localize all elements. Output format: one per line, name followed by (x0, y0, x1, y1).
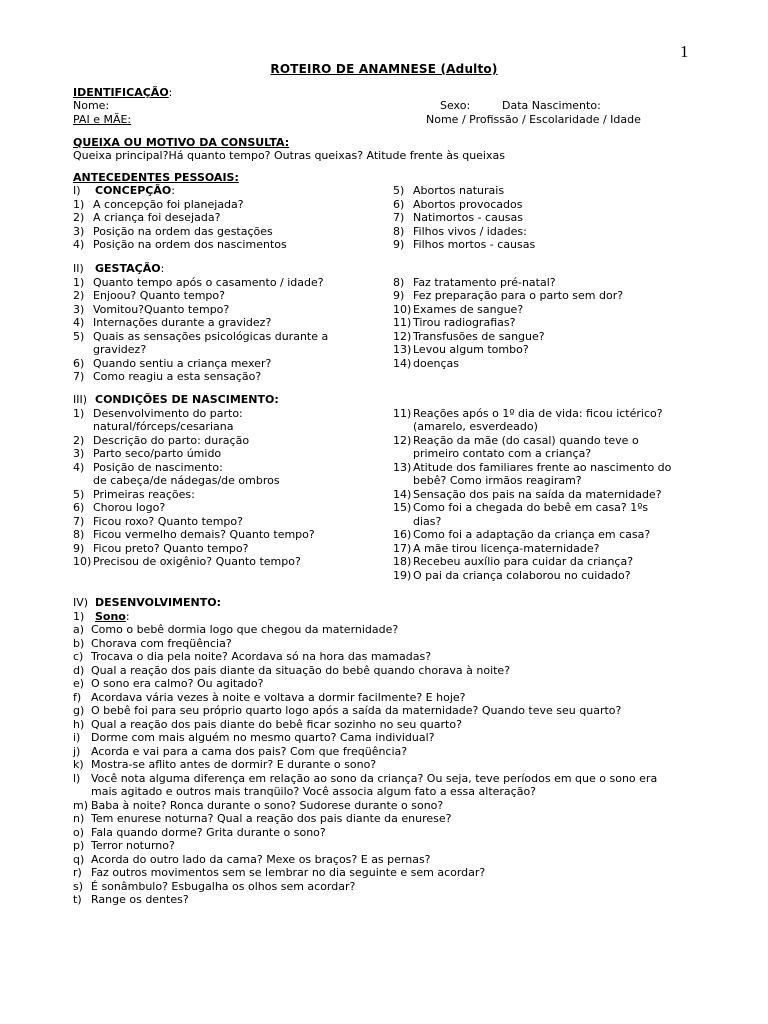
sono-item: s) É sonâmbulo? Esbugalha os olhos sem acordar? (73, 879, 356, 893)
sono-item: a) Como o bebê dormia logo que chegou da maternidade? (73, 623, 399, 636)
section-heading: II) GESTAÇÃO: (73, 262, 165, 275)
concepcao-item: 1) A concepção foi planejada? (73, 197, 244, 211)
sono-item: o) Fala quando dorme? Grita durante o sono? (73, 825, 326, 839)
nascimento-item: 1) Desenvolvimento do parto: (73, 406, 243, 420)
concepcao-item: 5) Abortos naturais (393, 184, 505, 197)
identificacao-heading: IDENTIFICAÇÃO: (73, 86, 173, 99)
nascimento-item: 11) Reações após o 1º dia de vida: ficou ictérico? (393, 406, 663, 420)
sono-item: b) Chorava com freqüência? (73, 636, 232, 650)
nascimento-item: 13) Atitude dos familiares frente ao nascimento do (393, 460, 672, 474)
nascimento-item: 3) Parto seco/parto úmido (73, 447, 222, 460)
nascimento-item: 14) Sensação dos pais na saída da maternidade? (393, 487, 662, 501)
sono-item: f) Acordava vária vezes à noite e voltava a dormir facilmente? E hoje? (73, 690, 466, 704)
nascimento-item: dias? (413, 514, 442, 528)
sono-item: k) Mostra-se aflito antes de dormir? E durante o sono? (73, 758, 377, 771)
nascimento-item: 16) Como foi a adaptação da criança em casa? (393, 528, 651, 541)
nascimento-item: 15) Como foi a chegada do bebê em casa? 1ºs (393, 501, 649, 514)
nascimento-item: primeiro contato com a criança? (413, 447, 592, 460)
sono-item: j) Acorda e vai para a cama dos pais? Com que freqüência? (73, 744, 408, 758)
section-heading: IV) DESENVOLVIMENTO: (73, 596, 221, 609)
nome-profissao-label: Nome / Profissão / Escolaridade / Idade (426, 113, 641, 126)
sono-item: t) Range os dentes? (73, 893, 189, 906)
sono-item: p) Terror noturno? (73, 839, 175, 852)
queixa-heading: QUEIXA OU MOTIVO DA CONSULTA: (73, 136, 290, 149)
nascimento-item: 7) Ficou roxo? Quanto tempo? (73, 514, 243, 528)
gestacao-item: 13) Levou algum tombo? (393, 343, 529, 356)
concepcao-item: 9) Filhos mortos - causas (393, 238, 536, 251)
nascimento-item: 19) O pai da criança colaborou no cuidado? (393, 568, 631, 582)
gestacao-item: 6) Quando sentiu a criança mexer? (73, 356, 272, 370)
gestacao-item: 8) Faz tratamento pré-natal? (393, 275, 556, 289)
sono-item: mais agitado e outros mais tranqüilo? Você associa algum fato a essa alteração? (91, 785, 537, 798)
page-number: 1 (680, 42, 689, 61)
section-heading: I) CONCEPÇÃO: (73, 184, 175, 197)
gestacao-item: 2) Enjoou? Quanto tempo? (73, 289, 225, 302)
sono-item: l) Você nota alguma diferença em relação ao sono da criança? Ou seja, teve períodos em que o sono era (73, 771, 658, 785)
sono-item: n) Tem enurese noturna? Qual a reação dos pais diante da enurese? (73, 812, 452, 825)
section-heading: III) CONDIÇÕES DE NASCIMENTO: (73, 393, 279, 406)
concepcao-item: 7) Natimortos - causas (393, 211, 524, 224)
gestacao-item: 3) Vomitou?Quanto tempo? (73, 302, 230, 316)
sono-item: m) Baba à noite? Ronca durante o sono? Sudorese durante o sono? (73, 798, 444, 812)
gestacao-item: 1) Quanto tempo após o casamento / idade? (73, 275, 324, 289)
nascimento-item: natural/fórceps/cesariana (93, 420, 234, 433)
nascimento-item: 10) Precisou de oxigênio? Quanto tempo? (73, 555, 301, 568)
sono-item: i) Dorme com mais alguém no mesmo quarto? Cama individual? (73, 731, 435, 744)
gestacao-item: 7) Como reagiu a esta sensação? (73, 370, 262, 383)
document-title: ROTEIRO DE ANAMNESE (Adulto) (270, 62, 498, 76)
sono-item: r) Faz outros movimentos sem se lembrar no dia seguinte e sem acordar? (73, 866, 486, 879)
sono-item: e) O sono era calmo? Ou agitado? (73, 677, 264, 690)
sono-subheading: 1) Sono: (73, 609, 130, 623)
nascimento-item: 6) Chorou logo? (73, 501, 166, 514)
nascimento-item: 4) Posição de nascimento: (73, 460, 223, 474)
concepcao-item: 8) Filhos vivos / idades: (393, 224, 527, 238)
sono-item: c) Trocava o dia pela noite? Acordava só na hora das mamadas? (73, 650, 432, 663)
antecedentes-heading: ANTECEDENTES PESSOAIS: (73, 171, 239, 184)
nascimento-item: 8) Ficou vermelho demais? Quanto tempo? (73, 528, 315, 541)
nascimento-item: de cabeça/de nádegas/de ombros (93, 474, 280, 487)
gestacao-item: gravidez? (93, 343, 147, 356)
gestacao-item: 9) Fez preparação para o parto sem dor? (393, 289, 624, 302)
data-nascimento-label: Data Nascimento: (502, 99, 601, 112)
gestacao-item: 12) Transfusões de sangue? (393, 329, 545, 343)
pai-mae-label: PAI e MÃE: (73, 113, 132, 126)
sono-item: d) Qual a reação dos pais diante da situação do bebê quando chorava à noite? (73, 663, 511, 677)
nome-label: Nome: (73, 99, 110, 112)
nascimento-item: 9) Ficou preto? Quanto tempo? (73, 541, 249, 555)
sono-item: h) Qual a reação dos pais diante do bebê ficar sozinho no seu quarto? (73, 717, 462, 731)
nascimento-item: 2) Descrição do parto: duração (73, 433, 250, 447)
nascimento-item: 18) Recebeu auxílio para cuidar da criança? (393, 555, 634, 568)
gestacao-item: 5) Quais as sensações psicológicas durante a (73, 329, 329, 343)
nascimento-item: 5) Primeiras reações: (73, 487, 195, 501)
gestacao-item: 4) Internações durante a gravidez? (73, 316, 272, 329)
gestacao-item: 14) doenças (393, 356, 459, 370)
nascimento-item: bebê? Como irmãos reagiram? (413, 474, 582, 487)
concepcao-item: 2) A criança foi desejada? (73, 211, 221, 224)
gestacao-item: 10) Exames de sangue? (393, 302, 524, 316)
sexo-label: Sexo: (440, 99, 471, 112)
queixa-text: Queixa principal?Há quanto tempo? Outras queixas? Atitude frente às queixas (73, 149, 505, 162)
concepcao-item: 6) Abortos provocados (393, 197, 523, 211)
gestacao-item: 11) Tirou radiografias? (393, 316, 516, 329)
nascimento-item: 12) Reação da mãe (do casal) quando teve o (393, 433, 639, 447)
concepcao-item: 4) Posição na ordem dos nascimentos (73, 238, 287, 251)
sono-item: g) O bebê foi para seu próprio quarto logo após a saída da maternidade? Quando teve seu quarto? (73, 704, 622, 717)
concepcao-item: 3) Posição na ordem das gestações (73, 224, 273, 238)
nascimento-item: (amarelo, esverdeado) (413, 420, 538, 433)
nascimento-item: 17) A mãe tirou licença-maternidade? (393, 541, 600, 555)
sono-item: q) Acorda do outro lado da cama? Mexe os braços? E as pernas? (73, 852, 431, 866)
